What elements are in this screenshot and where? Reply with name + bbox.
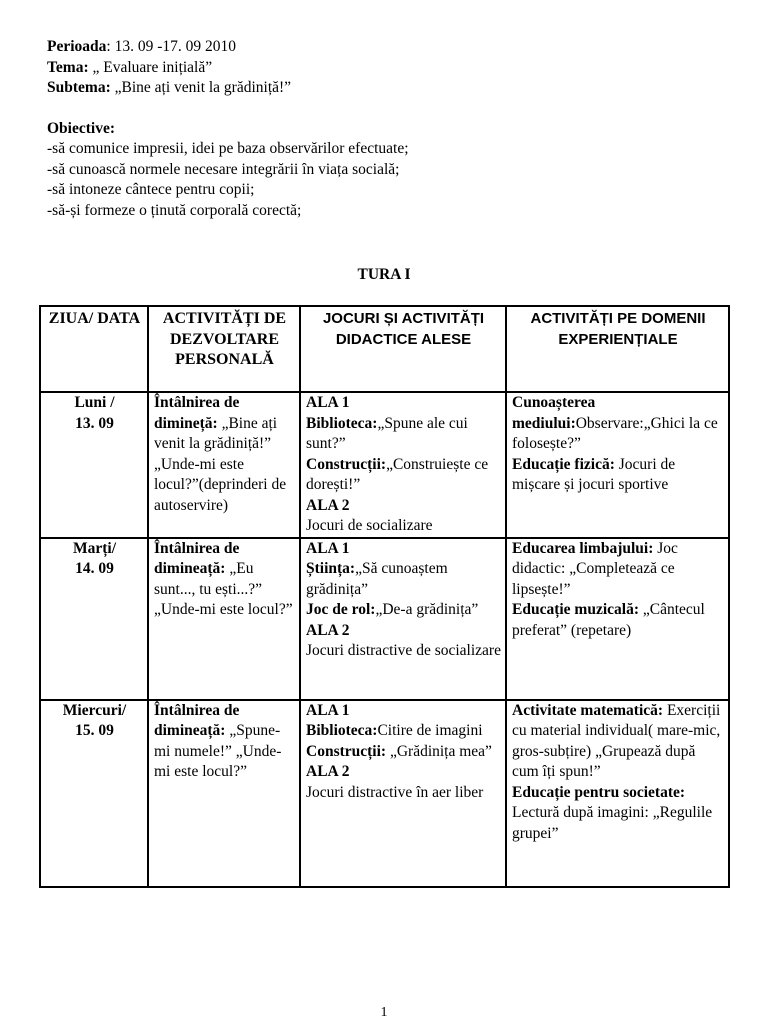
perioada-line [47,37,409,58]
activity-label: Știința: [306,560,356,577]
obiectiv-item: -să intoneze cântece pentru copii; [47,181,255,198]
activity-text: „Cântecul preferat” (repetare) [512,601,705,639]
activity-text: „Grădinița mea” [386,742,492,760]
obiectiv-item: -să cunoască normele necesare integrării în viața socială; [47,160,400,178]
activity-label: ALA 2 [306,763,350,780]
activity-label: Educație fizică: [512,455,615,473]
day-cell [40,538,148,700]
domenii-cell [506,700,729,887]
tema-line [47,58,409,79]
activity-label: Biblioteca: [306,722,378,739]
obiectiv-item: -să comunice impresii, idei pe baza observărilor efectuate; [47,140,409,157]
day-cell [40,392,148,538]
header-ziua-data: ZIUA/ DATA [40,306,148,392]
dezvoltare-cell [148,392,300,538]
subtema-label: Subtema: [47,79,111,96]
activity-label: ALA 1 [306,394,350,411]
activity-text: Lectură după imagini: „Regulile grupei” [512,804,713,842]
activity-text: Exerciții cu material individual( mare-mic, gros-subțire) „Grupează după cum îți spun!” [512,701,721,780]
day-date: 14. 09 [75,560,114,577]
table-header-row [40,306,729,392]
activity-label: Joc de rol: [306,601,376,618]
tura-title: TURA I [357,266,411,283]
jocuri-cell [300,538,506,700]
day-date: 15. 09 [75,722,114,739]
domenii-cell [506,538,729,700]
table-row [40,700,729,887]
subtema-value: „Bine ați venit la grădiniță!” [110,79,292,96]
activity-label: ALA 2 [306,621,350,639]
table-row [40,538,729,700]
day-name: Luni / [74,394,115,411]
activity-text: Jocuri de mișcare și jocuri sportive [512,455,676,493]
activity-text: „De-a grădinița” [375,601,479,618]
header-dezvoltare: ACTIVITĂȚI DE DEZVOLTARE PERSONALĂ [148,306,300,392]
dezvoltare-cell [148,700,300,887]
header-jocuri: JOCURI ȘI ACTIVITĂȚI DIDACTICE ALESE [300,306,506,392]
activity-text: Jocuri distractive în aer liber [306,783,484,801]
activity-label: Întâlnirea de dimineață: [154,539,240,577]
activity-label: Biblioteca: [306,414,378,432]
obiective-title: Obiective: [47,119,116,137]
document-header [47,37,409,221]
activity-label: Educarea limbajului: [512,539,654,557]
activity-label: ALA 2 [306,496,350,514]
domenii-cell [506,392,729,538]
dezvoltare-cell [148,538,300,700]
activity-text: „Spune ale cui sunt?” [306,414,468,452]
activity-label: Întâlnirea de dimineață: [154,701,240,739]
activity-label: Activitate matematică: [512,701,664,719]
day-name: Miercuri/ [62,701,127,719]
obiectiv-item: -să-și formeze o ținută corporală corectă; [47,201,302,219]
table-row [40,392,729,538]
schedule-table [39,305,730,888]
activity-text: „Bine ați venit la grădiniță!” „Unde-mi este locul?”(deprinderi de autoservire) [154,414,287,514]
subtema-line [47,78,409,99]
day-name: Marți/ [72,539,117,557]
page-number: 1 [380,1005,388,1020]
activity-label: ALA 1 [306,701,350,719]
jocuri-cell [300,392,506,538]
activity-label: Cunoașterea mediului: [512,394,596,432]
activity-text: „Spune-mi numele!” „Unde-mi este locul?” [154,722,282,780]
activity-label: Construcții: [306,455,387,473]
activity-text: Observare:„Ghici la ce folosește?” [512,414,718,452]
perioada-label: Perioada [47,38,107,55]
tema-label: Tema: [47,58,89,76]
activity-text: Citire de imagini [377,722,483,739]
activity-text: „Să cunoaștem grădinița” [306,560,448,598]
tema-value: „ Evaluare inițială” [88,58,213,76]
day-cell [40,700,148,887]
activity-label: Întâlnirea de dimineță: [154,394,240,432]
jocuri-cell [300,700,506,887]
activity-label: Educație pentru societate: [512,783,686,801]
activity-text: Joc didactic: „Completează ce lipsește!” [512,539,678,598]
activity-label: ALA 1 [306,539,350,557]
activity-text: Jocuri distractive de socializare [306,642,501,659]
activity-label: Educație muzicală: [512,601,639,618]
perioada-value: : 13. 09 -17. 09 2010 [106,38,236,55]
day-date: 13. 09 [75,414,114,432]
activity-text: „Eu sunt..., tu ești...?” „Unde-mi este locul?” [154,560,293,618]
header-domenii: ACTIVITĂȚI PE DOMENII EXPERIENȚIALE [506,306,729,392]
activity-text: „Construiește ce dorești!” [306,455,489,493]
activity-text: Jocuri de socializare [306,517,433,534]
activity-label: Construcții: [306,742,387,760]
